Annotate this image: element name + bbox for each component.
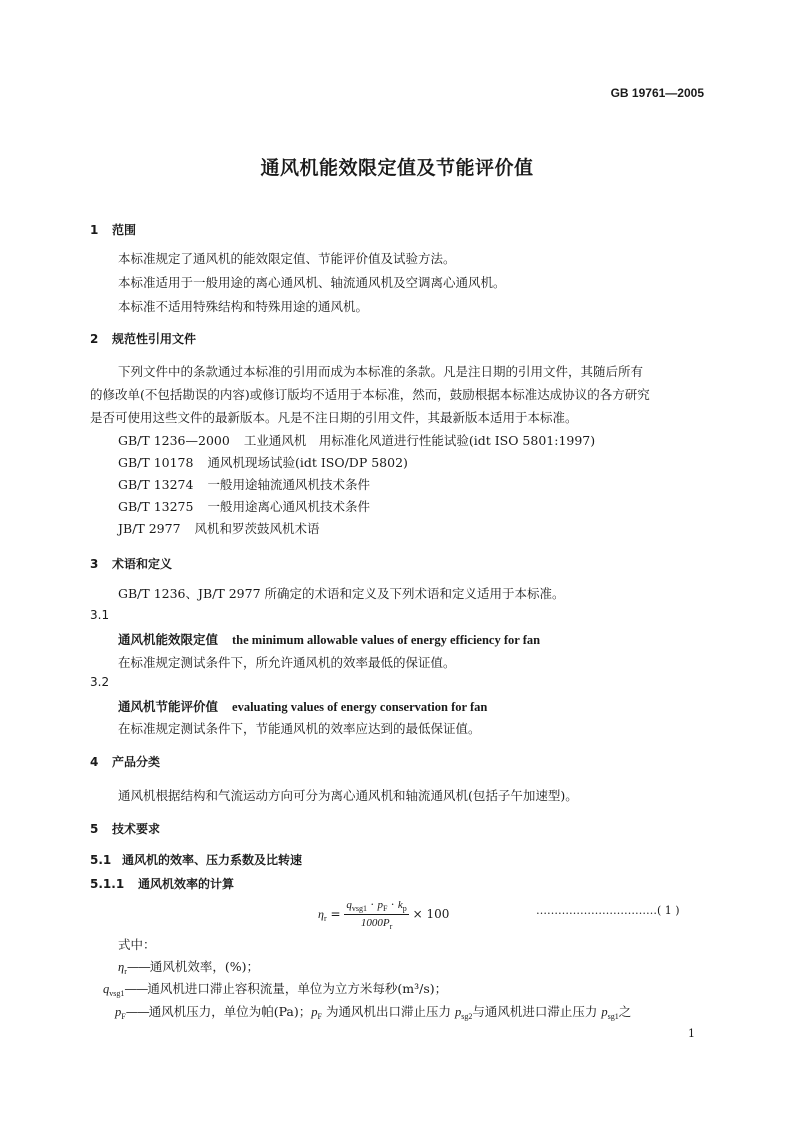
paragraph: GB/T 1236、JB/T 2977 所确定的术语和定义及下列术语和定义适用于本标准。 <box>118 586 565 601</box>
term-number: 3.1 <box>90 608 110 622</box>
paragraph: 本标准规定了通风机的能效限定值、节能评价值及试验方法。 <box>118 251 456 266</box>
symbol-definition: $q_{vsg1}——$通风机进口滞止容积流量，单位为立方米每秒(m³/s)； <box>103 981 448 998</box>
section-title: 产品分类 <box>112 755 161 769</box>
term-en: the minimum allowable values of energy efficiency for fan <box>232 633 541 647</box>
reference-item <box>118 519 320 537</box>
reference-code: GB/T 1236—2000 <box>118 433 230 448</box>
efficiency-formula: $\eta_r$ = $\frac{q_{vsg1} \cdot p_F \cdot k_p}{1000P_r}$ × 100 <box>318 898 450 931</box>
where-label: 式中： <box>118 937 156 952</box>
reference-code: GB/T 13274 <box>118 477 194 492</box>
subsection-5-1-1-heading <box>90 875 234 892</box>
formula-numerator: $q_{vsg1} \cdot p_F \cdot k_p$ <box>346 898 407 913</box>
subsection-title: 通风机效率的计算 <box>138 877 235 891</box>
formula-fraction <box>344 898 408 931</box>
term-definition: 在标准规定测试条件下，所允许通风机的效率最低的保证值。 <box>118 655 456 670</box>
reference-title: 一般用途轴流通风机技术条件 <box>207 477 370 492</box>
paragraph-line: 下列文件中的条款通过本标准的引用而成为本标准的条款。凡是注日期的引用文件，其随后所有 <box>118 364 644 379</box>
symbol-definition: $p_F——$通风机压力，单位为帕(Pa)；$p_F$ 为通风机出口滞止压力 $p_{sg2}$与通风机进口滞止压力 $p_{sg1}$之 <box>115 1004 632 1021</box>
formula-denominator: $1000P_r$ <box>360 917 393 931</box>
section-number: 4 <box>90 755 99 769</box>
section-number: 1 <box>90 223 99 237</box>
paragraph: 本标准不适用特殊结构和特殊用途的通风机。 <box>118 299 369 314</box>
reference-item <box>118 453 408 471</box>
reference-code: GB/T 13275 <box>118 499 194 514</box>
section-number: 3 <box>90 557 99 571</box>
standard-number: GB 19761—2005 <box>610 86 704 100</box>
formula-times: × 100 <box>412 907 450 921</box>
term-definition: 在标准规定测试条件下，节能通风机的效率应达到的最低保证值。 <box>118 721 481 736</box>
subsection-number: 5.1 <box>90 853 112 867</box>
subsection-title: 通风机的效率、压力系数及比转速 <box>122 853 303 867</box>
equation-number: ( 1 ) <box>657 904 680 917</box>
subsection-number: 5.1.1 <box>90 877 125 891</box>
reference-code: JB/T 2977 <box>118 521 181 536</box>
equation-leader: ……………………………( 1 ) <box>536 904 680 917</box>
reference-title: 工业通风机 用标准化风道进行性能试验(idt ISO 5801:1997) <box>243 433 596 448</box>
section-4-heading <box>90 753 160 770</box>
reference-title: 一般用途离心通风机技术条件 <box>207 499 370 514</box>
section-number: 2 <box>90 332 99 346</box>
term-zh: 通风机能效限定值 <box>118 632 219 647</box>
term-heading <box>118 697 487 715</box>
section-title: 范围 <box>112 223 137 237</box>
term-en: evaluating values of energy conservation for fan <box>232 700 488 714</box>
symbol-definition: $\eta_r——$通风机效率，(%)； <box>118 959 260 976</box>
section-5-heading <box>90 820 160 837</box>
paragraph: 本标准适用于一般用途的离心通风机、轴流通风机及空调离心通风机。 <box>118 275 506 290</box>
paragraph-line: 的修改单(不包括勘误的内容)或修订版均不适用于本标准，然而，鼓励根据本标准达成协议的各方研究 <box>90 387 650 402</box>
subsection-5-1-heading <box>90 851 302 868</box>
reference-item <box>118 497 370 515</box>
section-title: 规范性引用文件 <box>112 332 197 346</box>
reference-code: GB/T 10178 <box>118 455 194 470</box>
term-number: 3.2 <box>90 675 110 689</box>
section-3-heading <box>90 555 172 572</box>
document-title: 通风机能效限定值及节能评价值 <box>260 157 534 179</box>
term-heading <box>118 630 540 648</box>
page-number: 1 <box>688 1027 695 1040</box>
reference-item <box>118 475 370 493</box>
reference-title: 风机和罗茨鼓风机术语 <box>194 521 320 536</box>
reference-title: 通风机现场试验(idt ISO/DP 5802) <box>207 455 408 470</box>
reference-item <box>118 431 595 449</box>
paragraph: 通风机根据结构和气流运动方向可分为离心通风机和轴流通风机(包括子午加速型)。 <box>118 788 578 803</box>
section-number: 5 <box>90 822 99 836</box>
section-1-heading <box>90 221 136 238</box>
section-title: 技术要求 <box>112 822 161 836</box>
paragraph-line: 是否可使用这些文件的最新版本。凡是不注日期的引用文件，其最新版本适用于本标准。 <box>90 410 578 425</box>
section-2-heading <box>90 330 196 347</box>
formula-lhs: $\eta_r$ <box>318 907 327 923</box>
term-zh: 通风机节能评价值 <box>118 699 219 714</box>
section-title: 术语和定义 <box>112 557 173 571</box>
